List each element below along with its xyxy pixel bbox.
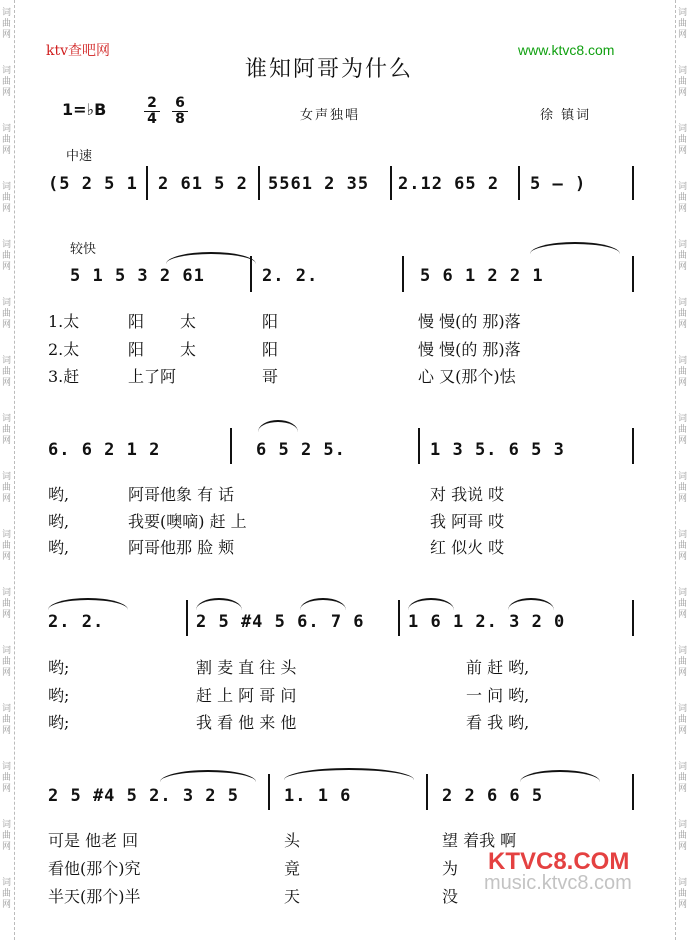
slur [408, 598, 454, 610]
margin-mark: 词曲网 [678, 182, 688, 214]
system1-measure-1: 5 1 5 3 2 61 [70, 266, 205, 286]
margin-mark: 词曲网 [678, 240, 688, 272]
s2-v3-a: 哟, [48, 538, 70, 557]
slur [166, 252, 256, 264]
margin-mark: 词曲网 [2, 472, 12, 504]
slur [48, 598, 128, 610]
s4-v3-a: 半天(那个)半 [48, 887, 141, 906]
margin-mark: 词曲网 [678, 704, 688, 736]
slur [530, 242, 620, 254]
site-watermark: KTVC8.COM [488, 848, 630, 875]
s1-v2-d: 阳 [262, 340, 279, 359]
margin-mark: 词曲网 [2, 530, 12, 562]
margin-mark: 词曲网 [678, 124, 688, 156]
barline [250, 256, 252, 292]
intro-tempo: 中速 [66, 149, 93, 164]
margin-mark: 词曲网 [678, 356, 688, 388]
s4-v2-b: 竟 [284, 859, 301, 878]
intro-measure-3: 5561 2 35 [268, 174, 370, 194]
barline [146, 166, 148, 200]
system4-measure-3: 2 2 6 6 5 [442, 786, 544, 806]
slur [300, 598, 346, 610]
intro-measure-2: 2 61 5 2 [158, 174, 248, 194]
barline [632, 428, 634, 464]
slur [508, 598, 554, 610]
margin-mark: 词曲网 [2, 182, 12, 214]
margin-mark: 词曲网 [678, 588, 688, 620]
margin-mark: 词曲网 [678, 472, 688, 504]
margin-mark: 词曲网 [678, 8, 688, 40]
meter-a-bottom: 4 [147, 111, 157, 127]
s1-v2-c: 太 [180, 340, 197, 359]
margin-mark: 词曲网 [2, 646, 12, 678]
system3-measure-3: 1 6 1 2. 3 2 0 [408, 612, 566, 632]
barline [632, 600, 634, 636]
s1-v1-a: 1.太 [48, 312, 80, 331]
margin-mark: 词曲网 [2, 414, 12, 446]
margin-mark: 词曲网 [2, 356, 12, 388]
lyricist-credit: 徐 镇词 [540, 108, 592, 123]
brand-left: ktv查吧网 [46, 43, 111, 59]
s3-v3-a: 哟; [48, 713, 70, 732]
barline [230, 428, 232, 464]
barline [518, 166, 520, 200]
system4-measure-2: 1. 1 6 [284, 786, 352, 806]
s1-v1-c: 太 [180, 312, 197, 331]
margin-mark: 词曲网 [2, 704, 12, 736]
s2-v1-a: 哟, [48, 485, 70, 504]
brand-right-url[interactable]: www.ktvc8.com [518, 42, 615, 58]
margin-mark: 词曲网 [678, 530, 688, 562]
s3-v1-c: 前 赶 哟, [466, 658, 530, 677]
s3-v3-c: 看 我 哟, [466, 713, 530, 732]
margin-mark: 词曲网 [678, 762, 688, 794]
system1-measure-2: 2. 2. [262, 266, 319, 286]
s1-v3-d: 哥 [262, 367, 279, 386]
s2-v2-a: 哟, [48, 512, 70, 531]
margin-mark: 词曲网 [678, 66, 688, 98]
barline [268, 774, 270, 810]
s1-v1-b: 阳 [128, 312, 145, 331]
margin-mark: 词曲网 [2, 762, 12, 794]
system2-measure-3: 1 3 5. 6 5 3 [430, 440, 565, 460]
margin-mark: 词曲网 [2, 878, 12, 910]
margin-mark: 词曲网 [2, 588, 12, 620]
barline [418, 428, 420, 464]
barline [186, 600, 188, 636]
system1-tempo: 较快 [70, 242, 97, 257]
margin-mark: 词曲网 [678, 414, 688, 446]
barline [398, 600, 400, 636]
s3-v2-a: 哟; [48, 686, 70, 705]
s1-v2-e: 慢 慢(的 那)落 [418, 340, 521, 359]
barline [426, 774, 428, 810]
s4-v1-b: 头 [284, 831, 301, 850]
s3-v3-b: 我 看 他 来 他 [196, 713, 297, 732]
system4-measure-1: 2 5 #4 5 2. 3 2 5 [48, 786, 239, 806]
s2-v1-b: 阿哥他象 有 话 [128, 485, 235, 504]
s4-v2-c: 为 [442, 859, 459, 878]
system3-measure-1: 2. 2. [48, 612, 105, 632]
s2-v3-b: 阿哥他那 脸 颊 [128, 538, 235, 557]
performer-label: 女声独唱 [300, 108, 361, 123]
slur [520, 770, 600, 782]
s2-v2-b: 我要(噢嘀) 赶 上 [128, 512, 247, 531]
margin-mark: 词曲网 [2, 8, 12, 40]
system3-measure-2: 2 5 #4 5 6. 7 6 [196, 612, 365, 632]
meter-b-bottom: 8 [175, 111, 185, 127]
s2-v1-c: 对 我说 哎 [430, 485, 505, 504]
slur [258, 420, 298, 432]
system2-measure-2: 6 5 2 5. [256, 440, 346, 460]
s4-v1-a: 可是 他老 回 [48, 831, 139, 850]
slur [196, 598, 242, 610]
barline [402, 256, 404, 292]
margin-mark: 词曲网 [2, 66, 12, 98]
margin-mark: 词曲网 [678, 820, 688, 852]
song-title: 谁知阿哥为什么 [245, 57, 414, 82]
margin-mark: 词曲网 [678, 646, 688, 678]
margin-mark: 词曲网 [2, 240, 12, 272]
s3-v2-b: 赶 上 阿 哥 问 [196, 686, 297, 705]
meter-a [144, 97, 160, 126]
s1-v1-d: 阳 [262, 312, 279, 331]
s2-v2-c: 我 阿哥 哎 [430, 512, 505, 531]
s1-v3-b: 上了阿 [128, 367, 177, 386]
barline [632, 774, 634, 810]
meter-a-top: 2 [147, 95, 157, 111]
slur [160, 770, 256, 782]
slur [284, 768, 414, 780]
s4-v2-a: 看他(那个)究 [48, 859, 141, 878]
key-signature: 1=♭B [62, 100, 107, 119]
s2-v3-c: 红 似火 哎 [430, 538, 505, 557]
intro-measure-5: 5 – ) [530, 174, 587, 194]
barline [390, 166, 392, 200]
barline [632, 256, 634, 292]
s1-v2-b: 阳 [128, 340, 145, 359]
s1-v3-a: 3.赶 [48, 367, 80, 386]
s3-v1-b: 割 麦 直 往 头 [196, 658, 297, 677]
s3-v1-a: 哟; [48, 658, 70, 677]
s1-v2-a: 2.太 [48, 340, 80, 359]
s4-v1-c: 望 着我 啊 [442, 831, 517, 850]
system1-measure-3: 5 6 1 2 2 1 [420, 266, 544, 286]
margin-mark: 词曲网 [678, 298, 688, 330]
intro-measure-1: (5 2 5 1 [48, 174, 138, 194]
site-watermark-sub: music.ktvc8.com [484, 872, 632, 894]
meter-b [172, 97, 188, 126]
meter-b-top: 6 [175, 95, 185, 111]
margin-mark: 词曲网 [678, 878, 688, 910]
s1-v3-e: 心 又(那个)怯 [418, 367, 516, 386]
margin-mark: 词曲网 [2, 820, 12, 852]
s1-v1-e: 慢 慢(的 那)落 [418, 312, 521, 331]
margin-mark: 词曲网 [2, 124, 12, 156]
system2-measure-1: 6. 6 2 1 2 [48, 440, 161, 460]
intro-measure-4: 2.12 65 2 [398, 174, 500, 194]
s4-v3-b: 天 [284, 887, 301, 906]
s4-v3-c: 没 [442, 887, 459, 906]
barline [258, 166, 260, 200]
barline [632, 166, 634, 200]
margin-mark: 词曲网 [2, 298, 12, 330]
s3-v2-c: 一 问 哟, [466, 686, 530, 705]
